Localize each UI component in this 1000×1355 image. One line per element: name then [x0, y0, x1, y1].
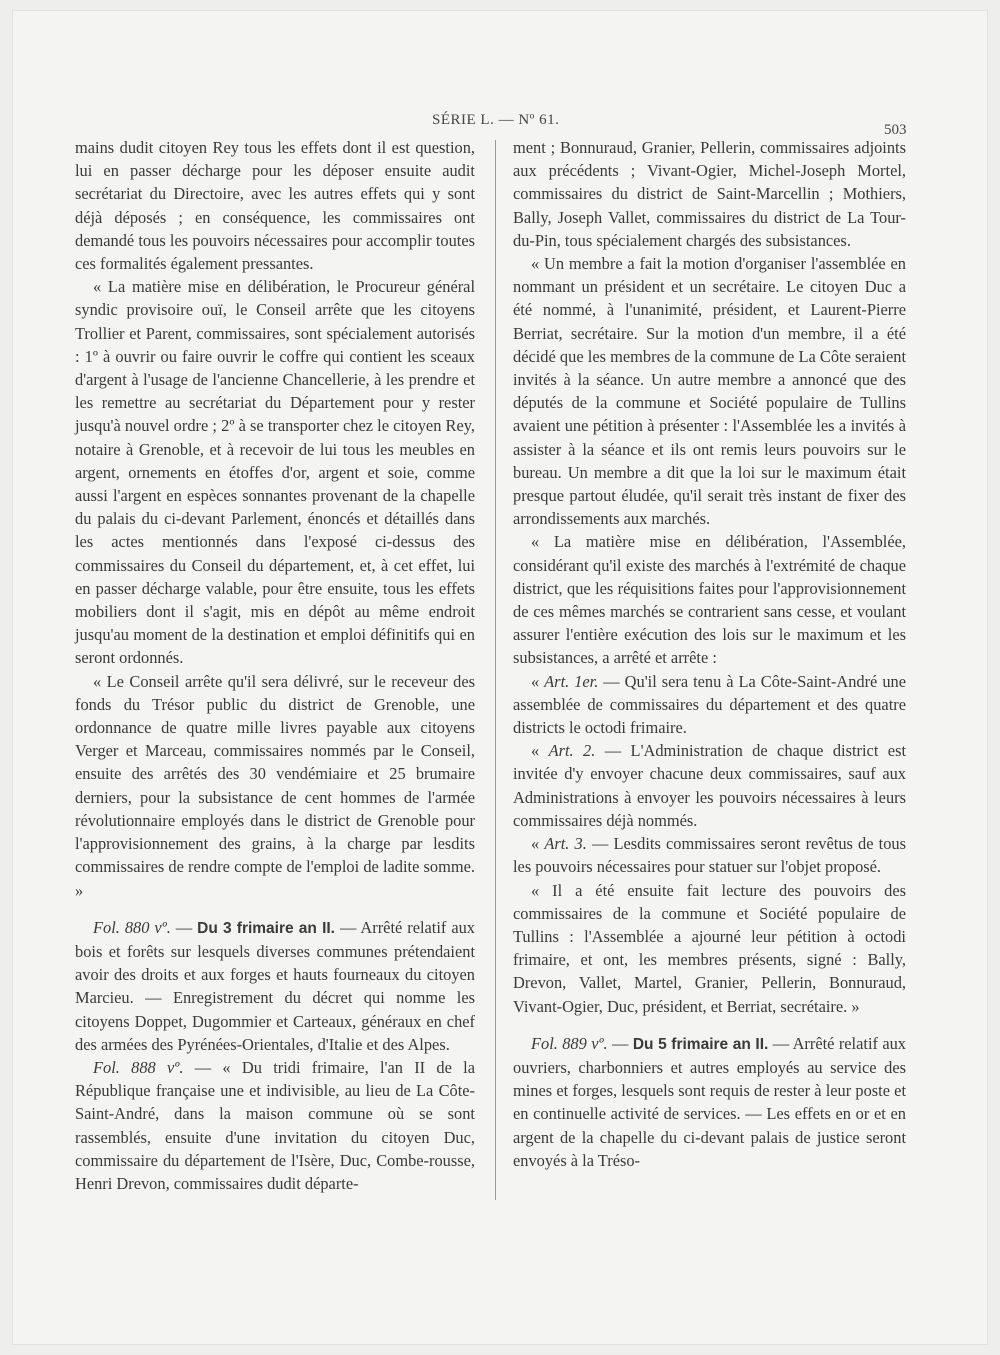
folio-ref: Fol. 889 vº.	[531, 1033, 608, 1053]
article-text: — Qu'il sera tenu à La Côte-Saint-André une assemblée de commissaires du département et des quatre districts le octodi frimaire.	[513, 671, 906, 738]
entry-date: Du 3 frimaire an II.	[197, 919, 335, 937]
entry-fol-880	[75, 916, 475, 1056]
left-paragraph-1: mains dudit citoyen Rey tous les effets dont il est question, lui en passer décharge pour les déposer ensuite audit secrétariat du Directoire, avec les autres effets qui y sont déjà déposés ; en conséquence, les commissaires ont demandé tous les pouvoirs nécessaires pour accomplir toutes ces formalités également pressantes.	[75, 138, 475, 274]
folio-ref: Fol. 888 vº.	[93, 1057, 184, 1077]
article-label: Art. 1er.	[544, 671, 599, 691]
separator: —	[170, 917, 198, 937]
entry-text: — « Du tridi frimaire, l'an II de la République française une et indivisible, au lieu de La Côte-Saint-André, dans la maison commune où se sont rassemblés, ensuite d'une invitation du citoyen Duc, commissaire du département de l'Isère, Duc, Combe-rousse, Henri Drevon, commissaires dudit départe-	[75, 1057, 475, 1193]
entry-date: Du 5 frimaire an II.	[632, 1035, 769, 1053]
entry-fol-888	[75, 1056, 475, 1195]
right-paragraph-4: « Il a été ensuite fait lecture des pouvoirs des commissaires de la commune et Société populaire de Tullins : l'Assemblée a ajourné leur pétition à octodi frimaire, et ont, les membres présents, signé : Bally, Drevon, Vallet, Martel, Granier, Pellerin, Bonnuraud, Vivant-Ogier, Duc, président, et Berriat, secrétaire. »	[513, 880, 906, 1016]
left-paragraph-3: « Le Conseil arrête qu'il sera délivré, sur le receveur des fonds du Trésor public du district de Grenoble, une ordonnance de quatre mille livres payable aux citoyens Verger et Marceau, commissaires nommés par le Conseil, ensuite des arrêtés des 30 vendémiaire et 25 brumaire derniers, pour la subsistance de cent hommes de l'armée révolutionnaire employés dans le district de Grenoble pour l'approvisionnement des grains, à la charge par lesdits commissaires de rendre compte de l'emploi de ladite somme. »	[75, 671, 475, 900]
right-column	[513, 136, 906, 1172]
separator: —	[607, 1033, 633, 1053]
right-paragraph-1: ment ; Bonnuraud, Granier, Pellerin, commissaires adjoints aux précédents ; Vivant-Ogier, Michel-Joseph Mortel, commissaires du district de Saint-Marcellin ; Mothiers, Bally, Joseph Vallet, commissaires du district de La Tour-du-Pin, tous spécialement chargés des subsistances.	[513, 138, 906, 250]
article-2: « Art. 2. — L'Administration de chaque district est invitée d'y envoyer chacune deux commissaires, sauf aux Administrations à envoyer les pouvoirs nécessaires à leurs commissaires déjà nommés.	[513, 741, 907, 830]
article-text: — Lesdits commissaires seront revêtus de tous les pouvoirs nécessaires pour statuer sur l'objet proposé.	[513, 834, 906, 877]
entry-fol-889	[513, 1032, 906, 1172]
article-label: Art. 3.	[544, 834, 587, 854]
running-title: SÉRIE L. — Nº 61.	[432, 112, 560, 128]
article-3: « Art. 3. — Lesdits commissaires seront revêtus de tous les pouvoirs nécessaires pour statuer sur l'objet proposé.	[513, 834, 906, 877]
article-text: — L'Administration de chaque district est invitée d'y envoyer chacune deux commissaires, sauf aux Administrations à envoyer les pouvoirs nécessaires à leurs commissaires déjà nommés.	[513, 741, 907, 830]
article-label: Art. 2.	[548, 741, 596, 761]
column-divider	[495, 140, 496, 1200]
left-column	[75, 136, 475, 1195]
folio-ref: Fol. 880 vº.	[93, 917, 171, 937]
entry-text: — Arrêté relatif aux bois et forêts sur lesquels diverses communes prétendaient avoir des droits et aux forges et hauts fourneaux du citoyen Marcieu. — Enregistrement du décret qui nomme les citoyens Doppet, Dugommier et Carteaux, généraux en chef des armées des Pyrénées-Orientales, d'Italie et des Alpes.	[75, 917, 475, 1054]
right-paragraph-3: « La matière mise en délibération, l'Assemblée, considérant qu'il existe des marchés à l'extrémité de chaque district, que les réquisitions faites pour l'approvisionnement de ces mêmes marchés se contrarient sans cesse, et voulant assurer l'entière exécution des lois sur le maximum et les subsistances, a arrêté et arrête :	[513, 532, 906, 668]
page-number: 503	[884, 122, 907, 138]
left-paragraph-2: « La matière mise en délibération, le Procureur général syndic provisoire ouï, le Conseil arrête que les citoyens Trollier et Parent, commissaires, sont spécialement autorisés : 1º à ouvrir ou faire ouvrir le coffre qui contient les sceaux d'argent à l'usage de l'ancienne Chancellerie, à les prendre et les remettre au secrétariat du Département pour y rester jusqu'à nouvel ordre ; 2º à se transporter chez le citoyen Rey, notaire à Grenoble, et à recevoir de lui tous les meubles en argent, ornements en étoffes d'or, argent et soie, comme aussi l'argent en espèces sonnantes provenant de la chapelle du palais du ci-devant Parlement, énoncés et détaillés dans les actes mentionnés dans l'exposé ci-dessus des commissaires du Conseil du département, et, à cet effet, lui en passer décharge valable, pour être ensuite, tous les effets mobiliers dont il s'agit, mis en dépôt au même endroit jusqu'au moment de la destination et emploi définitifs qui en seront ordonnés.	[75, 277, 475, 668]
right-paragraph-2: « Un membre a fait la motion d'organiser l'assemblée en nommant un président et un secrétaire. Le citoyen Duc a été nommé, à l'unanimité, président, et Laurent-Pierre Berriat, secrétaire. Sur la motion d'un membre, il a été décidé que les membres de la commune de La Côte seraient invités à la séance. Un autre membre a annoncé que des députés de la commune et Société populaire de Tullins avaient une pétition à présenter : l'Assemblée les a invités à assister à la séance et ils ont remis leurs pouvoirs sur le bureau. Un membre a dit que la loi sur le maximum était presque partout éludée, qu'il serait très instant de fixer des arrondissements aux marchés.	[513, 254, 906, 529]
entry-text: — Arrêté relatif aux ouvriers, charbonniers et autres employés au service des mines et forges, lesquels sont requis de rester à leur poste et en continuelle activité de services. — Les effets en or et en argent de la chapelle du ci-devant palais de justice seront envoyés à la Tréso-	[513, 1033, 906, 1170]
page-sheet	[12, 10, 988, 1345]
article-1: « Art. 1er. — Qu'il sera tenu à La Côte-Saint-André une assemblée de commissaires du département et des quatre districts le octodi frimaire.	[513, 671, 906, 738]
